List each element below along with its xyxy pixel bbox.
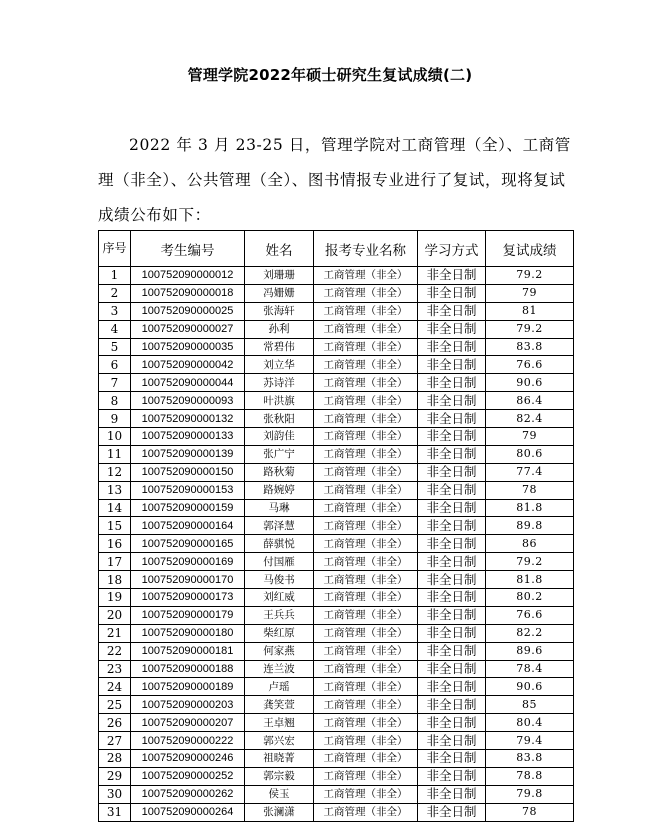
cell-name: 张海轩 [245, 302, 314, 320]
cell-major: 工商管理（非全） [314, 284, 418, 302]
cell-seq: 31 [99, 803, 131, 821]
cell-seq: 26 [99, 714, 131, 732]
cell-candidate-id: 100752090000133 [131, 428, 245, 446]
cell-name: 张秋阳 [245, 410, 314, 428]
cell-name: 张澜潇 [245, 803, 314, 821]
cell-name: 刘红威 [245, 589, 314, 607]
cell-study-mode: 非全日制 [418, 267, 486, 285]
cell-study-mode: 非全日制 [418, 517, 486, 535]
cell-name: 刘立华 [245, 356, 314, 374]
table-row [99, 284, 574, 302]
table-row [99, 803, 574, 821]
cell-name: 常碧伟 [245, 338, 314, 356]
cell-name: 王兵兵 [245, 606, 314, 624]
cell-major: 工商管理（非全） [314, 374, 418, 392]
cell-major: 工商管理（非全） [314, 463, 418, 481]
cell-score: 81.8 [486, 499, 574, 517]
cell-candidate-id: 100752090000132 [131, 410, 245, 428]
cell-name: 薛骐悦 [245, 535, 314, 553]
cell-name: 马琳 [245, 499, 314, 517]
header-mode: 学习方式 [418, 231, 486, 267]
cell-candidate-id: 100752090000150 [131, 463, 245, 481]
cell-candidate-id: 100752090000025 [131, 302, 245, 320]
cell-candidate-id: 100752090000207 [131, 714, 245, 732]
cell-name: 付国雁 [245, 553, 314, 571]
document-title: 管理学院2022年硕士研究生复试成绩(二) [187, 66, 473, 84]
scores-table [98, 230, 574, 822]
header-major: 报考专业名称 [314, 231, 418, 267]
table-body [99, 267, 574, 822]
cell-study-mode: 非全日制 [418, 767, 486, 785]
cell-study-mode: 非全日制 [418, 374, 486, 392]
cell-seq: 5 [99, 338, 131, 356]
cell-score: 76.6 [486, 606, 574, 624]
cell-name: 马俊书 [245, 571, 314, 589]
cell-name: 路秋菊 [245, 463, 314, 481]
cell-candidate-id: 100752090000189 [131, 678, 245, 696]
cell-seq: 24 [99, 678, 131, 696]
cell-candidate-id: 100752090000027 [131, 320, 245, 338]
table-row [99, 428, 574, 446]
cell-study-mode: 非全日制 [418, 750, 486, 768]
table-row [99, 320, 574, 338]
cell-study-mode: 非全日制 [418, 410, 486, 428]
table-row [99, 678, 574, 696]
cell-seq: 19 [99, 589, 131, 607]
table-row [99, 267, 574, 285]
cell-candidate-id: 100752090000264 [131, 803, 245, 821]
cell-score: 79.2 [486, 267, 574, 285]
table-row [99, 785, 574, 803]
cell-study-mode: 非全日制 [418, 535, 486, 553]
table-row [99, 535, 574, 553]
cell-seq: 7 [99, 374, 131, 392]
cell-study-mode: 非全日制 [418, 589, 486, 607]
cell-candidate-id: 100752090000093 [131, 392, 245, 410]
cell-candidate-id: 100752090000044 [131, 374, 245, 392]
cell-study-mode: 非全日制 [418, 499, 486, 517]
cell-study-mode: 非全日制 [418, 606, 486, 624]
cell-study-mode: 非全日制 [418, 624, 486, 642]
cell-candidate-id: 100752090000165 [131, 535, 245, 553]
cell-study-mode: 非全日制 [418, 320, 486, 338]
cell-name: 刘珊珊 [245, 267, 314, 285]
cell-name: 连兰波 [245, 660, 314, 678]
cell-seq: 1 [99, 267, 131, 285]
cell-candidate-id: 100752090000018 [131, 284, 245, 302]
cell-major: 工商管理（非全） [314, 571, 418, 589]
cell-score: 81.8 [486, 571, 574, 589]
cell-score: 83.8 [486, 338, 574, 356]
cell-seq: 28 [99, 750, 131, 768]
cell-candidate-id: 100752090000170 [131, 571, 245, 589]
cell-name: 龚笑萱 [245, 696, 314, 714]
cell-major: 工商管理（非全） [314, 785, 418, 803]
cell-candidate-id: 100752090000173 [131, 589, 245, 607]
cell-score: 90.6 [486, 374, 574, 392]
cell-score: 89.8 [486, 517, 574, 535]
cell-score: 78.8 [486, 767, 574, 785]
cell-seq: 4 [99, 320, 131, 338]
header-name: 姓名 [245, 231, 314, 267]
cell-candidate-id: 100752090000159 [131, 499, 245, 517]
cell-study-mode: 非全日制 [418, 463, 486, 481]
table-row [99, 356, 574, 374]
cell-study-mode: 非全日制 [418, 571, 486, 589]
cell-score: 76.6 [486, 356, 574, 374]
cell-study-mode: 非全日制 [418, 785, 486, 803]
table-row [99, 589, 574, 607]
cell-major: 工商管理（非全） [314, 732, 418, 750]
cell-seq: 29 [99, 767, 131, 785]
cell-score: 79.2 [486, 320, 574, 338]
cell-study-mode: 非全日制 [418, 732, 486, 750]
cell-score: 80.6 [486, 445, 574, 463]
cell-major: 工商管理（非全） [314, 553, 418, 571]
table-row [99, 571, 574, 589]
cell-major: 工商管理（非全） [314, 696, 418, 714]
cell-name: 郭泽慧 [245, 517, 314, 535]
cell-seq: 27 [99, 732, 131, 750]
cell-score: 86 [486, 535, 574, 553]
cell-name: 郭兴宏 [245, 732, 314, 750]
cell-study-mode: 非全日制 [418, 660, 486, 678]
cell-candidate-id: 100752090000012 [131, 267, 245, 285]
cell-candidate-id: 100752090000188 [131, 660, 245, 678]
table-row [99, 624, 574, 642]
cell-name: 祖晓菁 [245, 750, 314, 768]
cell-score: 78 [486, 481, 574, 499]
cell-seq: 10 [99, 428, 131, 446]
cell-candidate-id: 100752090000179 [131, 606, 245, 624]
cell-major: 工商管理（非全） [314, 660, 418, 678]
table-row [99, 732, 574, 750]
cell-major: 工商管理（非全） [314, 481, 418, 499]
cell-name: 郭宗毅 [245, 767, 314, 785]
cell-candidate-id: 100752090000222 [131, 732, 245, 750]
cell-major: 工商管理（非全） [314, 642, 418, 660]
cell-seq: 18 [99, 571, 131, 589]
table-header [99, 231, 574, 267]
cell-score: 78.4 [486, 660, 574, 678]
cell-seq: 30 [99, 785, 131, 803]
cell-score: 79.4 [486, 732, 574, 750]
cell-study-mode: 非全日制 [418, 392, 486, 410]
header-seq: 序号 [99, 231, 131, 267]
cell-major: 工商管理（非全） [314, 499, 418, 517]
cell-seq: 12 [99, 463, 131, 481]
cell-study-mode: 非全日制 [418, 642, 486, 660]
cell-name: 卢瑶 [245, 678, 314, 696]
table-row [99, 463, 574, 481]
cell-major: 工商管理（非全） [314, 428, 418, 446]
table-row [99, 660, 574, 678]
table-row [99, 553, 574, 571]
table-row [99, 714, 574, 732]
cell-name: 何家燕 [245, 642, 314, 660]
cell-study-mode: 非全日制 [418, 445, 486, 463]
cell-study-mode: 非全日制 [418, 428, 486, 446]
cell-name: 柴红原 [245, 624, 314, 642]
cell-seq: 14 [99, 499, 131, 517]
cell-candidate-id: 100752090000252 [131, 767, 245, 785]
cell-major: 工商管理（非全） [314, 392, 418, 410]
cell-seq: 17 [99, 553, 131, 571]
cell-candidate-id: 100752090000042 [131, 356, 245, 374]
cell-seq: 22 [99, 642, 131, 660]
cell-name: 张广宁 [245, 445, 314, 463]
table-row [99, 410, 574, 428]
cell-major: 工商管理（非全） [314, 624, 418, 642]
cell-major: 工商管理（非全） [314, 678, 418, 696]
cell-candidate-id: 100752090000181 [131, 642, 245, 660]
cell-score: 89.6 [486, 642, 574, 660]
cell-major: 工商管理（非全） [314, 803, 418, 821]
cell-study-mode: 非全日制 [418, 803, 486, 821]
cell-major: 工商管理（非全） [314, 750, 418, 768]
cell-seq: 21 [99, 624, 131, 642]
table-row [99, 374, 574, 392]
cell-seq: 3 [99, 302, 131, 320]
cell-major: 工商管理（非全） [314, 267, 418, 285]
cell-seq: 8 [99, 392, 131, 410]
table-row [99, 606, 574, 624]
header-row [99, 231, 574, 267]
cell-score: 90.6 [486, 678, 574, 696]
cell-score: 83.8 [486, 750, 574, 768]
cell-score: 82.4 [486, 410, 574, 428]
cell-candidate-id: 100752090000169 [131, 553, 245, 571]
cell-seq: 6 [99, 356, 131, 374]
cell-score: 79 [486, 428, 574, 446]
cell-major: 工商管理（非全） [314, 606, 418, 624]
cell-seq: 2 [99, 284, 131, 302]
cell-major: 工商管理（非全） [314, 302, 418, 320]
cell-seq: 20 [99, 606, 131, 624]
table-row [99, 696, 574, 714]
table-row [99, 392, 574, 410]
cell-candidate-id: 100752090000164 [131, 517, 245, 535]
cell-candidate-id: 100752090000139 [131, 445, 245, 463]
cell-seq: 25 [99, 696, 131, 714]
cell-seq: 11 [99, 445, 131, 463]
cell-study-mode: 非全日制 [418, 338, 486, 356]
cell-score: 78 [486, 803, 574, 821]
cell-candidate-id: 100752090000246 [131, 750, 245, 768]
cell-candidate-id: 100752090000180 [131, 624, 245, 642]
cell-study-mode: 非全日制 [418, 284, 486, 302]
cell-candidate-id: 100752090000035 [131, 338, 245, 356]
cell-study-mode: 非全日制 [418, 553, 486, 571]
cell-major: 工商管理（非全） [314, 356, 418, 374]
cell-major: 工商管理（非全） [314, 410, 418, 428]
table-row [99, 642, 574, 660]
cell-candidate-id: 100752090000262 [131, 785, 245, 803]
cell-name: 冯姗姗 [245, 284, 314, 302]
table-row [99, 481, 574, 499]
table-row [99, 499, 574, 517]
cell-study-mode: 非全日制 [418, 302, 486, 320]
cell-seq: 13 [99, 481, 131, 499]
table-row [99, 338, 574, 356]
table-row [99, 767, 574, 785]
intro-paragraph: 2022 年 3 月 23-25 日，管理学院对工商管理（全）、工商管理（非全）、公共管理（全）、图书情报专业进行了复试，现将复试成绩公布如下： [98, 136, 571, 224]
cell-score: 80.4 [486, 714, 574, 732]
cell-seq: 23 [99, 660, 131, 678]
cell-major: 工商管理（非全） [314, 445, 418, 463]
cell-major: 工商管理（非全） [314, 589, 418, 607]
cell-study-mode: 非全日制 [418, 678, 486, 696]
cell-study-mode: 非全日制 [418, 356, 486, 374]
cell-study-mode: 非全日制 [418, 714, 486, 732]
cell-major: 工商管理（非全） [314, 338, 418, 356]
cell-score: 85 [486, 696, 574, 714]
cell-major: 工商管理（非全） [314, 767, 418, 785]
table-row [99, 302, 574, 320]
cell-seq: 16 [99, 535, 131, 553]
cell-candidate-id: 100752090000153 [131, 481, 245, 499]
table-row [99, 517, 574, 535]
cell-score: 81 [486, 302, 574, 320]
cell-name: 叶洪旗 [245, 392, 314, 410]
cell-name: 孙利 [245, 320, 314, 338]
table-row [99, 445, 574, 463]
cell-study-mode: 非全日制 [418, 481, 486, 499]
cell-score: 77.4 [486, 463, 574, 481]
cell-name: 苏诗洋 [245, 374, 314, 392]
cell-major: 工商管理（非全） [314, 535, 418, 553]
cell-name: 王卓翘 [245, 714, 314, 732]
cell-score: 82.2 [486, 624, 574, 642]
cell-study-mode: 非全日制 [418, 696, 486, 714]
cell-score: 80.2 [486, 589, 574, 607]
header-id: 考生编号 [131, 231, 245, 267]
header-score: 复试成绩 [486, 231, 574, 267]
cell-name: 路婉婷 [245, 481, 314, 499]
cell-seq: 15 [99, 517, 131, 535]
cell-major: 工商管理（非全） [314, 714, 418, 732]
cell-major: 工商管理（非全） [314, 320, 418, 338]
table-row [99, 750, 574, 768]
cell-candidate-id: 100752090000203 [131, 696, 245, 714]
cell-seq: 9 [99, 410, 131, 428]
cell-score: 79.2 [486, 553, 574, 571]
cell-name: 刘韵佳 [245, 428, 314, 446]
cell-major: 工商管理（非全） [314, 517, 418, 535]
cell-name: 侯玉 [245, 785, 314, 803]
cell-score: 86.4 [486, 392, 574, 410]
cell-score: 79 [486, 284, 574, 302]
cell-score: 79.8 [486, 785, 574, 803]
